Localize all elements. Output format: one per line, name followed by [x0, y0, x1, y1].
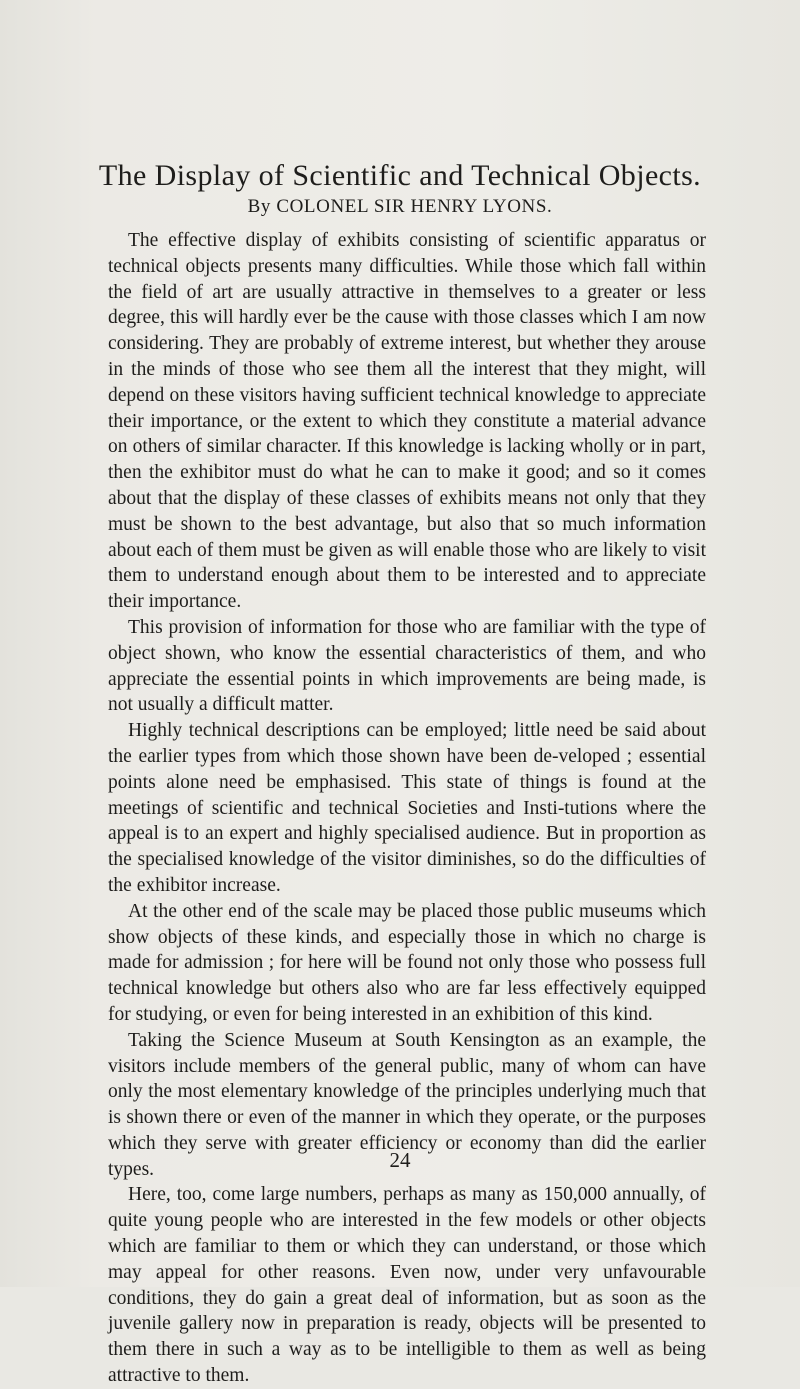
article-body	[108, 228, 706, 1389]
author-byline: By COLONEL SIR HENRY LYONS.	[247, 196, 553, 217]
body-paragraph: This provision of information for those who are familiar with the type of object shown, who know the essential characteristics of them, and who appreciate the essential points in which improvements are being made, is not usually a difficult matter.	[108, 616, 706, 716]
page-number: 24	[389, 1148, 411, 1172]
body-paragraph: The effective display of exhibits consisting of scientific apparatus or technical objects presents many difficulties. While those which fall within the field of art are usually attractive in themselves to a greater or less degree, this will hardly ever be the cause with those classes which I am now considering. They are probably of extreme interest, but whether they arouse in the minds of those who see them all the interest that they might, will depend on these visitors having sufficient technical knowledge to appreciate their importance, or the extent to which they constitute a material advance on others of similar character. If this knowledge is lacking wholly or in part, then the exhibitor must do what he can to make it good; and so it comes about that the display of these classes of exhibits means not only that they must be shown to the best advantage, but also that so much information about each of them must be given as will enable those who are likely to visit them to understand enough about them to be interested and to appreciate their importance.	[108, 230, 706, 613]
body-paragraph: Highly technical descriptions can be employed; little need be said about the earlier types from which those shown have been de-veloped ; essential points alone need be emphasised. This state of things is found at the meetings of scientific and technical Societies and Insti-tutions where the appeal is to an expert and highly specialised audience. But in proportion as the specialised knowledge of the visitor diminishes, so do the difficulties of the exhibitor increase.	[108, 720, 706, 896]
body-paragraph: Here, too, come large numbers, perhaps as many as 150,000 annually, of quite young people who are interested in the few models or other objects which are familiar to them or which they can understand, or those which may appeal for other reasons. Even now, under very unfavourable conditions, they do gain a great deal of information, but as soon as the juvenile gallery now in preparation is ready, objects will be presented to them there in such a way as to be intelligible to them as well as being attractive to them.	[108, 1184, 706, 1387]
body-paragraph: At the other end of the scale may be placed those public museums which show objects of these kinds, and especially those in which no charge is made for admission ; for here will be found not only those who possess full technical knowledge but others also who are far less effectively equipped for studying, or even for being interested in an exhibition of this kind.	[108, 900, 706, 1025]
article-title: The Display of Scientific and Technical Objects.	[98, 159, 702, 192]
body-paragraph: Taking the Science Museum at South Kensington as an example, the visitors include members of the general public, many of whom can have only the most elementary knowledge of the principles underlying much that is shown there or even of the manner in which they operate, or the purposes which they serve with greater efficiency or economy than did the earlier types.	[108, 1029, 706, 1180]
